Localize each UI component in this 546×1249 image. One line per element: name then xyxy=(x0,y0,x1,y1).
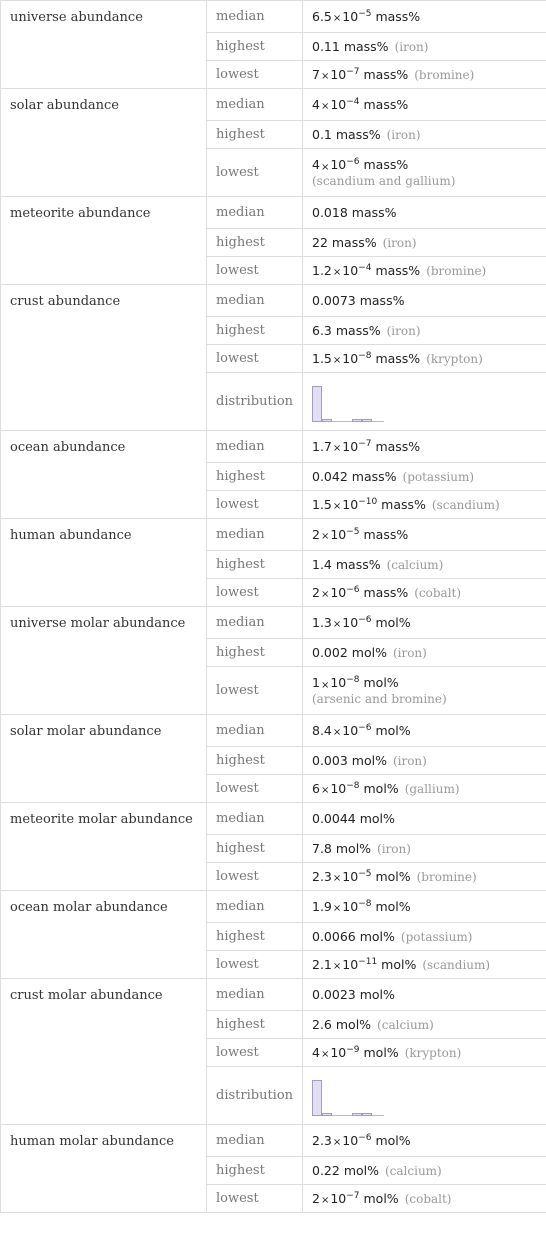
stat-label: median xyxy=(207,431,303,463)
stat-value xyxy=(303,579,546,607)
value-unit: mol% xyxy=(339,1163,379,1178)
stat-value xyxy=(303,639,546,667)
value-mantissa: 2.1 xyxy=(312,957,332,973)
stat-label: lowest xyxy=(207,1039,303,1067)
stat-value xyxy=(303,667,546,715)
value-base: 10 xyxy=(342,9,359,25)
category-label: ocean abundance xyxy=(1,431,207,519)
times-symbol: × xyxy=(332,873,342,885)
stat-label: median xyxy=(207,1125,303,1157)
category-label: human molar abundance xyxy=(1,1125,207,1213)
value-unit: mass% xyxy=(347,205,397,220)
value-unit: mass% xyxy=(339,39,389,54)
value-base: 10 xyxy=(342,351,359,367)
stat-value xyxy=(303,229,546,257)
value-mantissa: 7.8 xyxy=(312,841,332,856)
times-symbol: × xyxy=(320,785,330,797)
value-exponent: −6 xyxy=(358,722,372,733)
value-note: (potassium) xyxy=(400,930,473,944)
value-exponent: −10 xyxy=(358,496,378,507)
value-mantissa: 1 xyxy=(312,675,320,691)
histogram-bar xyxy=(312,386,322,422)
table-row xyxy=(1,1,546,33)
value-mantissa: 8.4 xyxy=(312,723,332,739)
value-mantissa: 2 xyxy=(312,527,320,543)
stat-value xyxy=(303,1,546,33)
value-exponent: −7 xyxy=(346,1190,360,1201)
value-exponent: −8 xyxy=(358,350,372,361)
value-note: (cobalt) xyxy=(414,586,462,601)
value-unit: mol% xyxy=(355,811,395,826)
value-mantissa: 0.018 xyxy=(312,205,348,220)
stat-label: highest xyxy=(207,747,303,775)
value-unit: mass% xyxy=(331,323,381,338)
stat-value xyxy=(303,891,546,923)
stat-value xyxy=(303,373,546,431)
value-note: (iron) xyxy=(382,236,417,250)
value-exponent: −5 xyxy=(358,8,372,19)
value-mantissa: 1.5 xyxy=(312,497,332,513)
value-exponent: −7 xyxy=(346,66,360,77)
value-exponent: −11 xyxy=(358,956,378,967)
value-exponent: −8 xyxy=(346,780,360,791)
value-unit: mass% xyxy=(359,585,409,601)
stat-label: highest xyxy=(207,835,303,863)
stat-label: distribution xyxy=(207,1067,303,1125)
stat-value xyxy=(303,551,546,579)
value-mantissa: 1.7 xyxy=(312,439,332,455)
value-unit: mass% xyxy=(371,9,421,25)
value-note: (cobalt) xyxy=(404,1192,452,1207)
stat-value xyxy=(303,197,546,229)
value-unit: mol% xyxy=(377,957,417,973)
value-unit: mass% xyxy=(331,557,381,572)
table-row xyxy=(1,715,546,747)
value-base: 10 xyxy=(342,1133,359,1149)
value-note: (arsenic and bromine) xyxy=(312,691,447,706)
value-exponent: −6 xyxy=(358,1132,372,1143)
value-exponent: −8 xyxy=(346,675,360,686)
stat-value xyxy=(303,1067,546,1125)
value-unit: mol% xyxy=(355,929,395,944)
value-exponent: −9 xyxy=(346,1044,360,1055)
value-note: (iron) xyxy=(386,324,421,338)
value-base: 10 xyxy=(342,439,359,455)
stat-label: lowest xyxy=(207,1185,303,1213)
stat-value xyxy=(303,61,546,89)
value-note: (scandium) xyxy=(431,498,500,513)
value-note: (krypton) xyxy=(404,1046,462,1061)
value-base: 10 xyxy=(330,585,347,601)
stat-label: highest xyxy=(207,639,303,667)
table-row xyxy=(1,519,546,551)
stat-label: highest xyxy=(207,229,303,257)
value-unit: mass% xyxy=(355,293,405,308)
stat-label: median xyxy=(207,519,303,551)
histogram-bar xyxy=(362,419,372,422)
value-unit: mass% xyxy=(359,157,409,173)
value-note: (iron) xyxy=(377,842,411,856)
value-base: 10 xyxy=(342,497,359,513)
times-symbol: × xyxy=(320,161,330,173)
stat-label: median xyxy=(207,891,303,923)
value-note: (calcium) xyxy=(377,1018,434,1032)
value-unit: mass% xyxy=(377,497,426,513)
stat-value xyxy=(303,285,546,317)
value-base: 10 xyxy=(342,723,359,739)
times-symbol: × xyxy=(332,1137,342,1149)
stat-label: lowest xyxy=(207,345,303,373)
stat-value xyxy=(303,979,546,1011)
stat-label: highest xyxy=(207,1157,303,1185)
stat-label: median xyxy=(207,803,303,835)
stat-value xyxy=(303,33,546,61)
value-mantissa: 1.2 xyxy=(312,263,332,279)
value-base: 10 xyxy=(342,615,359,631)
stat-label: highest xyxy=(207,33,303,61)
stat-value xyxy=(303,835,546,863)
stat-value xyxy=(303,951,546,979)
stat-value xyxy=(303,491,546,519)
stat-value xyxy=(303,89,546,121)
value-note: (krypton) xyxy=(426,352,483,367)
table-row xyxy=(1,891,546,923)
stat-value xyxy=(303,317,546,345)
stat-value xyxy=(303,257,546,285)
value-base: 10 xyxy=(330,97,347,113)
value-unit: mass% xyxy=(359,97,409,113)
stat-value xyxy=(303,121,546,149)
value-unit: mol% xyxy=(359,781,399,797)
times-symbol: × xyxy=(320,531,330,543)
stat-label: lowest xyxy=(207,491,303,519)
value-unit: mol% xyxy=(355,987,395,1002)
stat-value xyxy=(303,803,546,835)
value-mantissa: 2.6 xyxy=(312,1017,332,1032)
value-mantissa: 0.0073 xyxy=(312,293,356,308)
histogram-bar xyxy=(352,1113,362,1116)
value-base: 10 xyxy=(330,67,347,83)
stat-value xyxy=(303,345,546,373)
category-label: universe abundance xyxy=(1,1,207,89)
table-row xyxy=(1,607,546,639)
stat-label: highest xyxy=(207,551,303,579)
value-mantissa: 22 xyxy=(312,235,328,250)
stat-value xyxy=(303,715,546,747)
category-label: crust molar abundance xyxy=(1,979,207,1125)
times-symbol: × xyxy=(332,727,342,739)
value-mantissa: 0.002 xyxy=(312,645,348,660)
category-label: solar molar abundance xyxy=(1,715,207,803)
value-base: 10 xyxy=(342,869,359,885)
value-mantissa: 6 xyxy=(312,781,320,797)
stat-label: lowest xyxy=(207,775,303,803)
stat-label: lowest xyxy=(207,863,303,891)
value-unit: mass% xyxy=(359,67,409,83)
times-symbol: × xyxy=(332,619,342,631)
category-label: ocean molar abundance xyxy=(1,891,207,979)
value-mantissa: 1.4 xyxy=(312,557,332,572)
value-mantissa: 4 xyxy=(312,1045,320,1061)
value-mantissa: 0.0066 xyxy=(312,929,356,944)
value-unit: mass% xyxy=(347,469,397,484)
stat-value xyxy=(303,519,546,551)
stat-value xyxy=(303,607,546,639)
times-symbol: × xyxy=(332,443,342,455)
value-note: (iron) xyxy=(394,40,429,54)
value-unit: mass% xyxy=(371,351,421,367)
times-symbol: × xyxy=(320,71,330,83)
times-symbol: × xyxy=(332,355,342,367)
stat-label: median xyxy=(207,197,303,229)
value-unit: mol% xyxy=(359,1045,399,1061)
stat-label: lowest xyxy=(207,257,303,285)
distribution-histogram xyxy=(312,382,392,422)
stat-value xyxy=(303,1185,546,1213)
stat-value xyxy=(303,149,546,197)
table-row xyxy=(1,1125,546,1157)
stat-label: median xyxy=(207,607,303,639)
value-exponent: −7 xyxy=(358,438,372,449)
value-note: (iron) xyxy=(392,754,427,768)
table-row xyxy=(1,979,546,1011)
value-unit: mass% xyxy=(359,527,409,543)
value-unit: mol% xyxy=(331,1017,372,1032)
stat-value xyxy=(303,1125,546,1157)
table-row xyxy=(1,803,546,835)
value-exponent: −4 xyxy=(346,96,360,107)
value-note: (iron) xyxy=(392,646,427,660)
table-row xyxy=(1,431,546,463)
stat-label: highest xyxy=(207,923,303,951)
times-symbol: × xyxy=(320,101,330,113)
table-row xyxy=(1,89,546,121)
value-unit: mol% xyxy=(347,645,387,660)
value-unit: mol% xyxy=(359,1191,399,1207)
stat-label: lowest xyxy=(207,667,303,715)
value-unit: mol% xyxy=(347,753,387,768)
value-unit: mol% xyxy=(371,899,411,915)
stat-label: lowest xyxy=(207,579,303,607)
value-base: 10 xyxy=(330,157,347,173)
value-note: (potassium) xyxy=(402,470,475,484)
value-unit: mass% xyxy=(371,263,421,279)
histogram-bar xyxy=(322,419,332,422)
times-symbol: × xyxy=(320,679,330,691)
value-base: 10 xyxy=(330,1045,347,1061)
stat-label: median xyxy=(207,715,303,747)
stat-value xyxy=(303,775,546,803)
stat-value xyxy=(303,1039,546,1067)
value-unit: mass% xyxy=(371,439,421,455)
value-exponent: −6 xyxy=(358,614,372,625)
value-exponent: −6 xyxy=(346,584,360,595)
value-mantissa: 0.11 xyxy=(312,39,340,54)
value-exponent: −5 xyxy=(346,526,360,537)
category-label: crust abundance xyxy=(1,285,207,431)
stat-value xyxy=(303,1011,546,1039)
histogram-bar xyxy=(312,1080,322,1116)
stat-value xyxy=(303,923,546,951)
stat-label: median xyxy=(207,285,303,317)
stat-label: lowest xyxy=(207,149,303,197)
times-symbol: × xyxy=(320,589,330,601)
value-mantissa: 0.1 xyxy=(312,127,332,142)
stat-label: distribution xyxy=(207,373,303,431)
times-symbol: × xyxy=(320,1049,330,1061)
value-mantissa: 0.22 xyxy=(312,1163,340,1178)
category-label: solar abundance xyxy=(1,89,207,197)
value-mantissa: 2.3 xyxy=(312,1133,332,1149)
value-exponent: −8 xyxy=(358,898,372,909)
category-label: meteorite molar abundance xyxy=(1,803,207,891)
times-symbol: × xyxy=(332,961,342,973)
value-unit: mass% xyxy=(331,127,381,142)
abundance-table-body xyxy=(1,1,546,1213)
value-base: 10 xyxy=(330,527,347,543)
value-note: (calcium) xyxy=(385,1164,442,1178)
value-base: 10 xyxy=(330,781,347,797)
stat-label: highest xyxy=(207,121,303,149)
stat-value xyxy=(303,747,546,775)
histogram-bar xyxy=(362,1113,372,1116)
stat-label: lowest xyxy=(207,951,303,979)
value-note: (bromine) xyxy=(414,68,475,83)
value-mantissa: 0.003 xyxy=(312,753,348,768)
value-exponent: −5 xyxy=(358,868,372,879)
value-note: (bromine) xyxy=(426,264,487,279)
value-mantissa: 0.042 xyxy=(312,469,348,484)
stat-value xyxy=(303,1157,546,1185)
value-note: (iron) xyxy=(386,128,421,142)
value-unit: mol% xyxy=(371,869,411,885)
table-row xyxy=(1,285,546,317)
value-mantissa: 1.9 xyxy=(312,899,332,915)
value-unit: mol% xyxy=(371,615,411,631)
value-mantissa: 1.3 xyxy=(312,615,332,631)
value-mantissa: 4 xyxy=(312,97,320,113)
value-mantissa: 7 xyxy=(312,67,320,83)
histogram-bar xyxy=(322,1113,332,1116)
stat-label: median xyxy=(207,89,303,121)
value-mantissa: 2 xyxy=(312,1191,320,1207)
value-note: (scandium) xyxy=(422,958,491,973)
value-mantissa: 0.0023 xyxy=(312,987,356,1002)
value-base: 10 xyxy=(342,899,359,915)
category-label: meteorite abundance xyxy=(1,197,207,285)
value-unit: mol% xyxy=(371,1133,411,1149)
value-base: 10 xyxy=(330,675,347,691)
value-unit: mol% xyxy=(371,723,411,739)
times-symbol: × xyxy=(332,903,342,915)
category-label: universe molar abundance xyxy=(1,607,207,715)
value-exponent: −4 xyxy=(358,262,372,273)
times-symbol: × xyxy=(332,501,342,513)
value-note: (gallium) xyxy=(404,782,460,797)
stat-label: highest xyxy=(207,1011,303,1039)
value-note: (scandium and gallium) xyxy=(312,173,456,188)
times-symbol: × xyxy=(332,267,342,279)
stat-label: lowest xyxy=(207,61,303,89)
stat-value xyxy=(303,863,546,891)
value-base: 10 xyxy=(342,957,359,973)
value-unit: mass% xyxy=(327,235,377,250)
value-unit: mol% xyxy=(331,841,372,856)
stat-label: median xyxy=(207,979,303,1011)
value-base: 10 xyxy=(330,1191,347,1207)
value-mantissa: 2.3 xyxy=(312,869,332,885)
stat-value xyxy=(303,431,546,463)
value-note: (calcium) xyxy=(386,558,444,572)
value-mantissa: 2 xyxy=(312,585,320,601)
category-label: human abundance xyxy=(1,519,207,607)
histogram-bar xyxy=(352,419,362,422)
distribution-histogram xyxy=(312,1076,392,1116)
value-mantissa: 4 xyxy=(312,157,320,173)
times-symbol: × xyxy=(320,1195,330,1207)
value-exponent: −6 xyxy=(346,157,360,168)
stat-label: median xyxy=(207,1,303,33)
stat-value xyxy=(303,463,546,491)
table-row xyxy=(1,197,546,229)
times-symbol: × xyxy=(332,13,342,25)
value-unit: mol% xyxy=(359,675,399,691)
value-mantissa: 0.0044 xyxy=(312,811,356,826)
value-mantissa: 6.5 xyxy=(312,9,332,25)
stat-label: highest xyxy=(207,463,303,491)
value-mantissa: 1.5 xyxy=(312,351,332,367)
value-note: (bromine) xyxy=(416,870,477,885)
value-mantissa: 6.3 xyxy=(312,323,332,338)
stat-label: highest xyxy=(207,317,303,345)
value-base: 10 xyxy=(342,263,359,279)
